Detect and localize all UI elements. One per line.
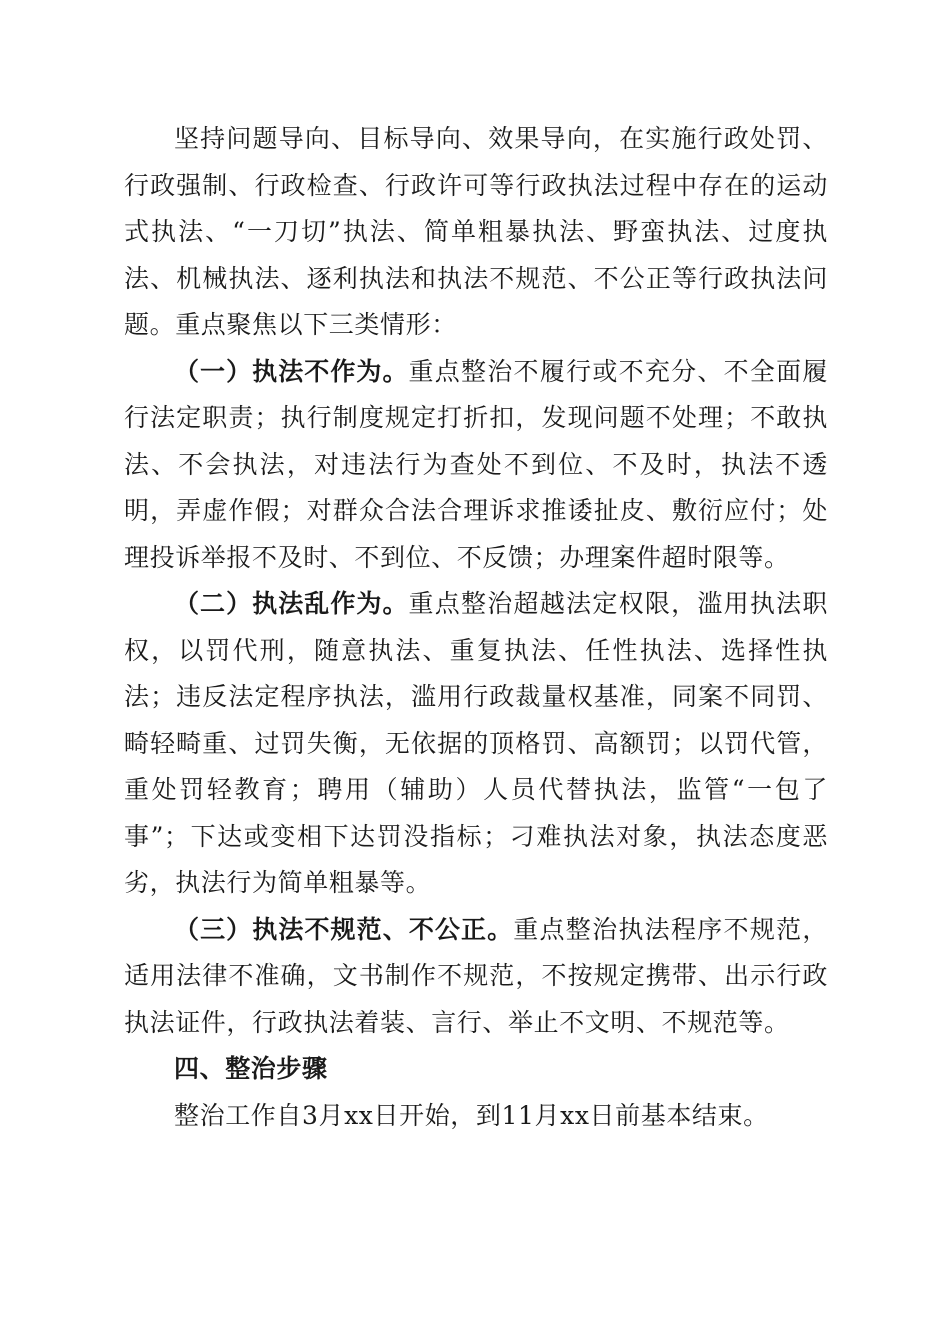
intro-paragraph: 坚持问题导向、目标导向、效果导向，在实施行政处罚、行政强制、行政检查、行政许可等行政执法过程中存在的运动式执法、“一刀切”执法、简单粗暴执法、野蛮执法、过度执法、机械执法、逐利执法和执法不规范、不公正等行政执法问题。重点聚焦以下三类情形： bbox=[124, 124, 828, 339]
item-paragraph-2 bbox=[124, 581, 828, 907]
item-1-text: 重点整治不履行或不充分、不全面履行法定职责；执行制度规定打折扣，发现问题不处理；不敢执法、不会执法，对违法行为查处不到位、不及时，执法不透明，弄虚作假；对群众合法合理诉求推诿扯皮、敷衍应付；处理投诉举报不及时、不到位、不反馈；办理案件超时限等。 bbox=[124, 356, 828, 572]
section-heading: 四、整治步骤 bbox=[174, 1054, 328, 1083]
item-3-text: 重点整治执法程序不规范，适用法律不准确，文书制作不规范，不按规定携带、出示行政执法证件，行政执法着装、言行、举止不文明、不规范等。 bbox=[124, 914, 829, 1037]
item-paragraph-1 bbox=[124, 349, 828, 582]
item-paragraph-3 bbox=[124, 907, 828, 1047]
document-body bbox=[124, 116, 828, 1139]
item-1-lead: （一）执法不作为。 bbox=[174, 356, 409, 386]
section-paragraph: 整治工作自3月xx日开始，到11月xx日前基本结束。 bbox=[174, 1100, 769, 1130]
item-2-lead: （二）执法乱作为。 bbox=[174, 589, 409, 618]
item-3-lead: （三）执法不规范、不公正。 bbox=[174, 914, 514, 944]
item-2-text: 重点整治超越法定权限，滥用执法职权，以罚代刑，随意执法、重复执法、任性执法、选择性执法；违反法定程序执法，滥用行政裁量权基准，同案不同罚、畸轻畸重、过罚失衡，无依据的顶格罚、高额罚；以罚代管，重处罚轻教育；聘用（辅助）人员代替执法，监管“一包了事”；下达或变相下达罚没指标；刁难执法对象，执法态度恶劣，执法行为简单粗暴等。 bbox=[124, 589, 828, 897]
